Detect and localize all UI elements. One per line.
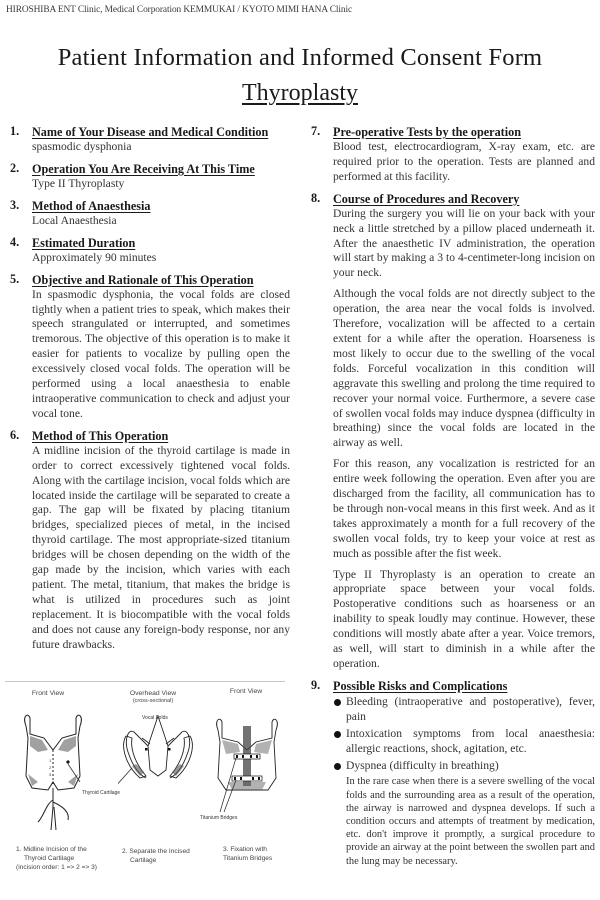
page-subtitle xyxy=(0,80,600,107)
bullet-icon xyxy=(334,731,341,738)
bullet-icon xyxy=(334,699,341,706)
section-title: Method of This Operation xyxy=(32,428,169,443)
view-label-overhead: Overhead View xyxy=(129,690,177,697)
section-duration xyxy=(8,235,290,266)
section-number: 2. xyxy=(10,160,20,175)
view-sublabel-overhead: (cross-sectional) xyxy=(132,698,174,704)
paragraph: Although the vocal folds are not directly subject to the operation, the area near the vocal folds is involved. Therefore, vocalization will be affected to a certain extent for a while after the operation. Hoarseness is most likely to occur due to the swelling of the vocal folds. Forceful vocalization in this condition will aggravate this swelling and prolong the time required to recover your normal voice. Furthermore, a severe case of swollen vocal folds may induce dyspnea (difficulty in breathing) since the vocal folds are located in the airway as well. xyxy=(333,287,595,450)
risk-item: Dyspnea (difficulty in breathing) xyxy=(333,759,595,774)
thyroplasty-diagram xyxy=(0,682,300,900)
section-course-recovery xyxy=(309,191,595,672)
section-disease xyxy=(8,124,290,155)
paragraph: Type II Thyroplasty is an operation to create an appropriate space between your vocal folds. Postoperative conditions such as hoarseness or an inability to speak loudly may continue. However, these conditions will mostly abate after a year. Voice tremors, as well, will start to diminish in a while after the operation. xyxy=(333,567,595,670)
section-title: Method of Anaesthesia xyxy=(32,198,151,213)
section-risks xyxy=(309,678,595,868)
titanium-bridges-label: Titanium Bridges xyxy=(200,815,238,821)
section-title: Course of Procedures and Recovery xyxy=(333,191,520,206)
clinic-header: HIROSHIBA ENT Clinic, Medical Corporation KEMMUKAI / KYOTO MIMI HANA Clinic xyxy=(6,5,353,15)
section-anaesthesia xyxy=(8,198,290,229)
vocal-folds-label: Vocal Folds xyxy=(142,715,168,721)
section-number: 9. xyxy=(311,677,321,692)
risk-item: Intoxication symptoms from local anaesthesia: allergic reactions, shock, agitation, etc. xyxy=(333,727,595,757)
risk-item: Bleeding (intraoperative and postoperative), fever, pain xyxy=(333,695,595,725)
section-title: Name of Your Disease and Medical Condition xyxy=(32,125,269,139)
vocal-folds-overhead-icon xyxy=(118,710,198,785)
section-title: Pre-operative Tests by the operation xyxy=(333,125,521,139)
section-body: A midline incision of the thyroid cartilage is made in order to correct excessively tightened vocal folds. Along with the cartilage incision, vocal folds which are located inside the cartilage will be separated to create a gap. The gap will be fixated by placing titanium bridges, specialized pieces of metal, in the incised thyroid cartilage. The most appropriate-sized titanium bridges will be chosen depending on the width of the gap made by the incision, which varies with each patient. The metal, titanium, that makes the bridge is what is utilized in procedures such as joint replacement. It is biocompatible with the vocal folds and does not cause any foreign-body response, nor any future drawbacks. xyxy=(32,443,290,651)
procedure-name: Thyroplasty xyxy=(242,80,358,106)
section-body xyxy=(333,207,595,672)
caption-step-1: 1. Midline Incision of the Thyroid Cartilage (incision order: 1 => 2 => 3) xyxy=(16,846,98,871)
view-label-front-2: Front View xyxy=(229,688,263,695)
section-number: 1. xyxy=(10,124,20,138)
svg-text:3: 3 xyxy=(49,772,52,777)
section-body: Type II Thyroplasty xyxy=(32,176,125,190)
thyroid-cartilage-label: Thyroid Cartilage xyxy=(82,790,121,796)
section-number: 7. xyxy=(311,124,321,138)
paragraph: For this reason, any vocalization is restricted for an entire week following the operation. Even after you are discharged from the facility, all communication has to be through non-vocal means in this first week. And as it takes approximately a month for a full recovery of the swollen vocal folds, try to keep your voice at rest as much as possible after the fist week. xyxy=(333,457,595,560)
svg-text:2: 2 xyxy=(49,765,52,770)
section-number: 5. xyxy=(10,271,20,286)
left-column xyxy=(8,124,290,658)
caption-step-3: 3. Fixation with Titanium Bridges xyxy=(223,846,273,862)
section-objective xyxy=(8,272,290,422)
section-title: Operation You Are Receiving At This Time xyxy=(32,161,255,176)
svg-text:1: 1 xyxy=(49,758,52,763)
section-title: Estimated Duration xyxy=(32,235,136,250)
dyspnea-note: In the rare case when there is a severe swelling of the vocal folds and the surrounding area as a result of the operation, the airway is narrowed and dyspnea develops. If such a condition occurs and attempts of treatment by medication, etc. don't improve it promptly, a surgical procedure to provide an airway at the point between the swollen part and the lung may be necessary. xyxy=(346,776,595,867)
view-label-front-1: Front View xyxy=(31,690,65,697)
section-body: spasmodic dysphonia xyxy=(32,140,132,153)
section-number: 4. xyxy=(10,234,20,249)
risk-list xyxy=(333,695,595,774)
section-title: Objective and Rationale of This Operation xyxy=(32,272,254,287)
section-body: In spasmodic dysphonia, the vocal folds are closed tightly when a patient tries to speak, which makes their speech strangulated or interrupted, and sometimes tremorous. The objective of this operation is to make it easier for patients to vocalize by pulling open the excessively closed vocal folds. The operation will be performed using a local anaesthesia to enable intraoperative communication to check and adjust your vocal tone. xyxy=(32,287,290,420)
section-operation xyxy=(8,161,290,192)
section-number: 3. xyxy=(10,197,20,212)
section-method xyxy=(8,428,290,653)
section-number: 8. xyxy=(311,190,321,205)
section-body: Blood test, electrocardiogram, X-ray exam, etc. are required prior to the operation. Tests are planned and performed at this facility. xyxy=(333,140,595,183)
section-body: Approximately 90 minutes xyxy=(32,250,157,264)
right-column xyxy=(309,124,595,874)
section-title: Possible Risks and Complications xyxy=(333,678,508,693)
section-preop-tests xyxy=(309,124,595,185)
bullet-icon xyxy=(334,763,341,770)
page-title: Patient Information and Informed Consent Form xyxy=(57,44,543,71)
section-body: Local Anaesthesia xyxy=(32,213,117,227)
caption-step-2: 2. Separate the Incised Cartilage xyxy=(122,848,190,864)
paragraph: During the surgery you will lie on your back with your neck a little stretched by a pillow placed underneath it. After the anaesthetic IV administration, the operation will start by making a 3 to 4-centimeter-long incision on your neck. xyxy=(333,206,595,280)
section-number: 6. xyxy=(10,427,20,442)
titanium-bridges-front-icon xyxy=(210,716,285,816)
thyroid-cartilage-front-icon xyxy=(18,712,88,837)
